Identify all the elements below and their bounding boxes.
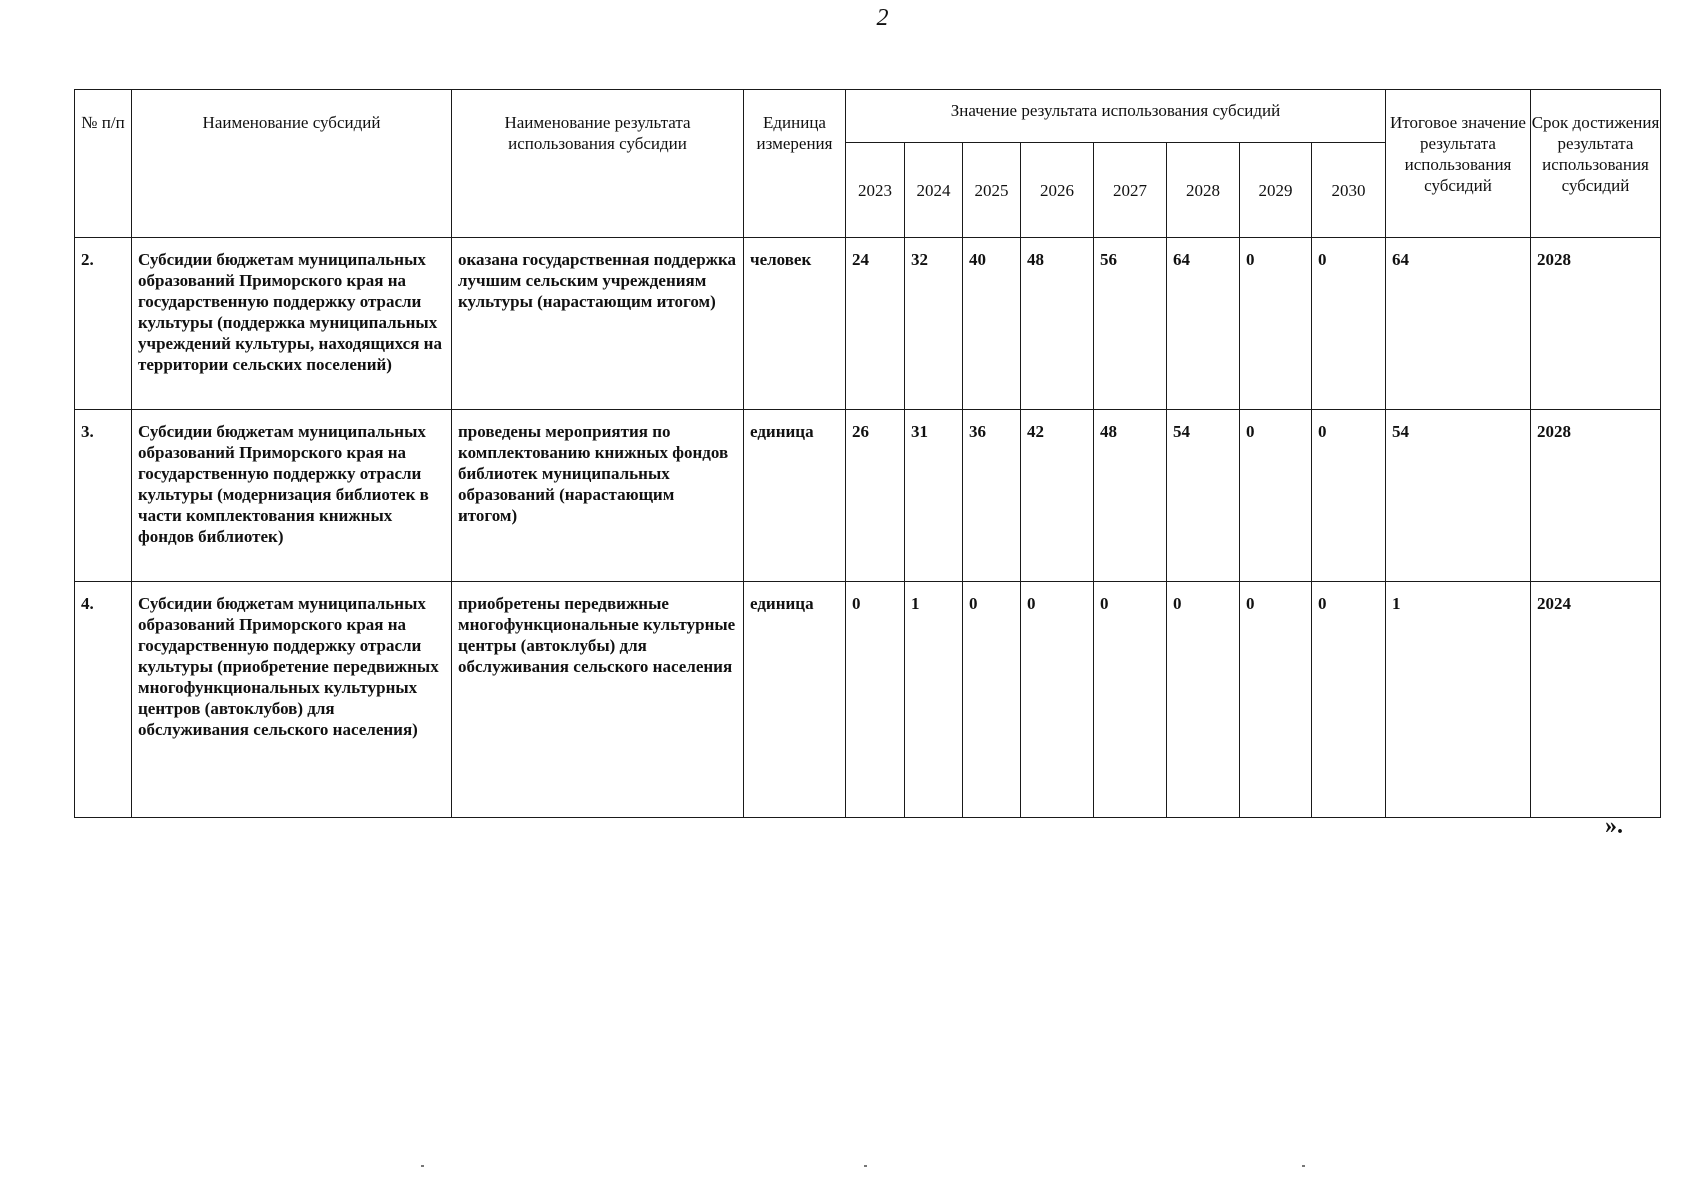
deadline-cell: 2028 bbox=[1531, 410, 1661, 582]
year-value-cell: 42 bbox=[1021, 410, 1094, 582]
year-value-cell: 40 bbox=[963, 238, 1021, 410]
year-value-cell: 0 bbox=[1312, 410, 1386, 582]
year-value-cell: 48 bbox=[1094, 410, 1167, 582]
table-row bbox=[75, 238, 1661, 410]
table-row bbox=[75, 582, 1661, 818]
year-value-cell: 0 bbox=[1312, 582, 1386, 818]
subsidy-results-table bbox=[74, 89, 1661, 818]
table-row bbox=[75, 410, 1661, 582]
year-value-cell: 0 bbox=[1167, 582, 1240, 818]
header-final-value: Итоговое значение результата использования субсидий bbox=[1386, 90, 1531, 238]
year-value-cell: 31 bbox=[905, 410, 963, 582]
year-value-cell: 0 bbox=[963, 582, 1021, 818]
deadline-cell: 2024 bbox=[1531, 582, 1661, 818]
year-value-cell: 24 bbox=[846, 238, 905, 410]
unit-cell: человек bbox=[744, 238, 846, 410]
page-number: 2 bbox=[876, 5, 889, 31]
year-value-cell: 0 bbox=[1240, 410, 1312, 582]
header-num: № п/п bbox=[75, 90, 132, 238]
scan-artifact bbox=[421, 1165, 424, 1167]
subsidy-name-cell: Субсидии бюджетам муниципальных образований Приморского края на государственную поддержку отрасли культуры (модернизация библиотек в части комплектования книжных фондов библиотек) bbox=[132, 410, 452, 582]
year-value-cell: 0 bbox=[1312, 238, 1386, 410]
header-deadline: Срок достижения результата использования субсидий bbox=[1531, 90, 1661, 238]
year-value-cell: 56 bbox=[1094, 238, 1167, 410]
year-value-cell: 48 bbox=[1021, 238, 1094, 410]
header-year: 2030 bbox=[1312, 143, 1386, 238]
header-year: 2023 bbox=[846, 143, 905, 238]
result-name-cell: проведены мероприятия по комплектованию книжных фондов библиотек муниципальных образований (нарастающим итогом) bbox=[452, 410, 744, 582]
final-value-cell: 54 bbox=[1386, 410, 1531, 582]
year-value-cell: 0 bbox=[1240, 238, 1312, 410]
year-value-cell: 54 bbox=[1167, 410, 1240, 582]
scan-artifact bbox=[1302, 1165, 1305, 1167]
scan-artifact bbox=[864, 1165, 867, 1167]
header-result-name: Наименование результата использования субсидии bbox=[452, 90, 744, 238]
subsidy-name-cell: Субсидии бюджетам муниципальных образований Приморского края на государственную поддержку отрасли культуры (поддержка муниципальных учреждений культуры, находящихся на территории сельских поселений) bbox=[132, 238, 452, 410]
year-value-cell: 64 bbox=[1167, 238, 1240, 410]
year-value-cell: 0 bbox=[846, 582, 905, 818]
subsidy-name-cell: Субсидии бюджетам муниципальных образований Приморского края на государственную поддержку отрасли культуры (приобретение передвижных многофункциональных культурных центров (автоклубов) для обслуживания сельского населения) bbox=[132, 582, 452, 818]
deadline-cell: 2028 bbox=[1531, 238, 1661, 410]
unit-cell: единица bbox=[744, 410, 846, 582]
final-value-cell: 1 bbox=[1386, 582, 1531, 818]
header-subsidy-name: Наименование субсидий bbox=[132, 90, 452, 238]
header-year: 2029 bbox=[1240, 143, 1312, 238]
row-number: 2. bbox=[75, 238, 132, 410]
result-name-cell: оказана государственная поддержка лучшим сельским учреждениям культуры (нарастающим итогом) bbox=[452, 238, 744, 410]
year-value-cell: 1 bbox=[905, 582, 963, 818]
header-year: 2028 bbox=[1167, 143, 1240, 238]
result-name-cell: приобретены передвижные многофункциональные культурные центры (автоклубы) для обслуживания сельского населения bbox=[452, 582, 744, 818]
header-row-main bbox=[75, 90, 1661, 143]
header-year: 2025 bbox=[963, 143, 1021, 238]
year-value-cell: 36 bbox=[963, 410, 1021, 582]
year-value-cell: 26 bbox=[846, 410, 905, 582]
row-number: 3. bbox=[75, 410, 132, 582]
header-values-group: Значение результата использования субсидий bbox=[846, 90, 1386, 143]
header-year: 2026 bbox=[1021, 143, 1094, 238]
row-number: 4. bbox=[75, 582, 132, 818]
year-value-cell: 0 bbox=[1094, 582, 1167, 818]
header-year: 2024 bbox=[905, 143, 963, 238]
year-value-cell: 0 bbox=[1021, 582, 1094, 818]
year-value-cell: 32 bbox=[905, 238, 963, 410]
closing-quote-mark: ». bbox=[1605, 813, 1623, 839]
header-unit: Единица измерения bbox=[744, 90, 846, 238]
header-year: 2027 bbox=[1094, 143, 1167, 238]
final-value-cell: 64 bbox=[1386, 238, 1531, 410]
unit-cell: единица bbox=[744, 582, 846, 818]
year-value-cell: 0 bbox=[1240, 582, 1312, 818]
